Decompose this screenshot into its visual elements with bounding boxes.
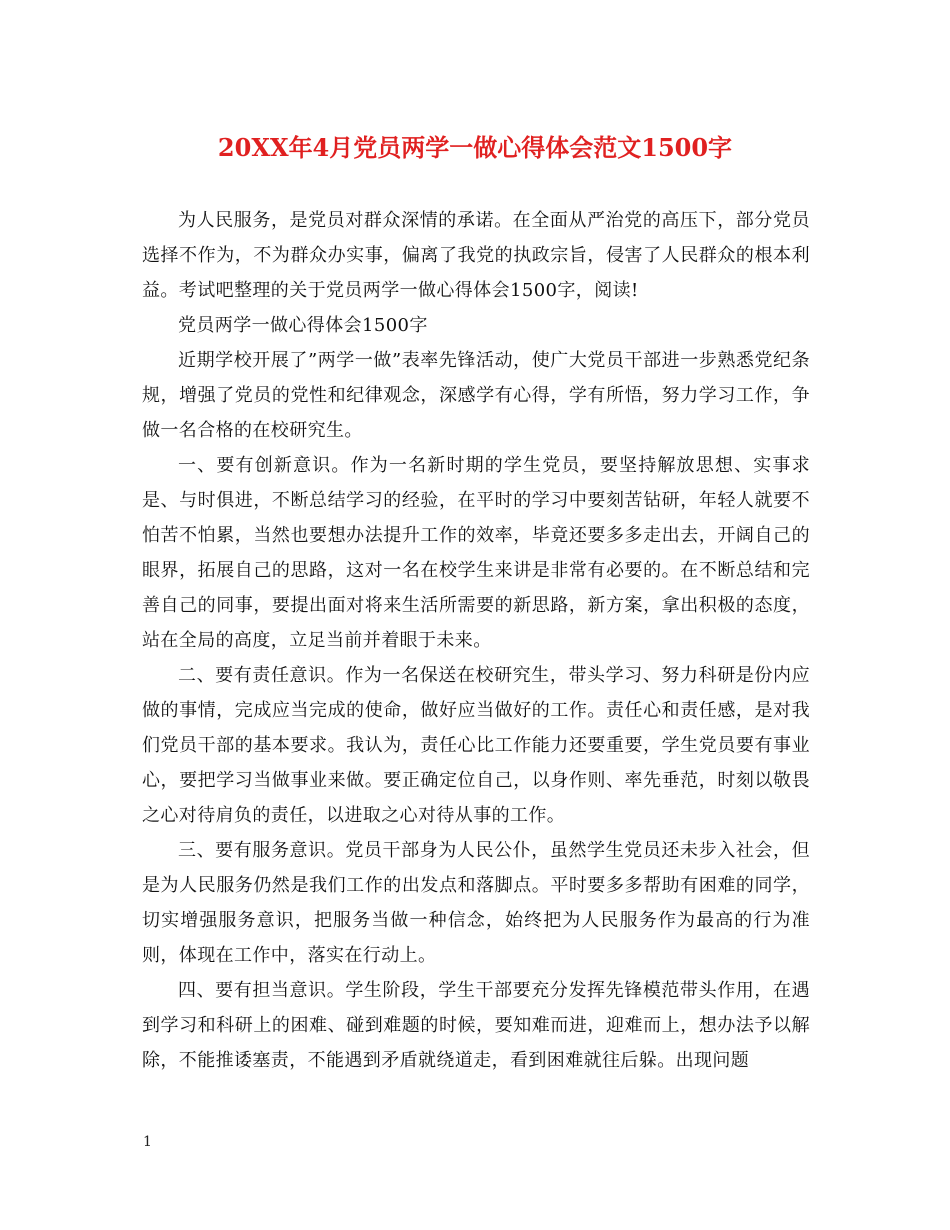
paragraph-innovation: 一、要有创新意识。作为一名新时期的学生党员，要坚持解放思想、实事求是、与时俱进，不断总结学习的经验，在平时的学习中要刻苦钻研，年轻人就要不怕苦不怕累，当然也要想办法提升工作的效率，毕竟还要多多走出去，开阔自己的眼界，拓展自己的思路，这对一名在校学生来讲是非常有必要的。在不断总结和完善自己的同事，要提出面对将来生活所需要的新思路，新方案，拿出积极的态度，站在全局的高度，立足当前并着眼于未来。 [142, 455, 810, 651]
document-title: 20XX年4月党员两学一做心得体会范文1500字 [217, 133, 733, 162]
paragraph-subheading: 党员两学一做心得体会1500字 [178, 315, 428, 336]
paragraph-service: 三、要有服务意识。党员干部身为人民公仆，虽然学生党员还未步入社会，但是为人民服务仍然是我们工作的出发点和落脚点。平时要多多帮助有困难的同学，切实增强服务意识，把服务当做一种信念，始终把为人民服务作为最高的行为准则，体现在工作中，落实在行动上。 [142, 840, 810, 966]
paragraph-commitment: 四、要有担当意识。学生阶段，学生干部要充分发挥先锋模范带头作用，在遇到学习和科研上的困难、碰到难题的时候，要知难而进，迎难而上，想办法予以解除，不能推诿塞责，不能遇到矛盾就绕道走，看到困难就往后躲。出现问题 [142, 980, 810, 1071]
paragraph-intro: 为人民服务，是党员对群众深情的承诺。在全面从严治党的高压下，部分党员选择不作为，不为群众办实事，偏离了我党的执政宗旨，侵害了人民群众的根本利益。考试吧整理的关于党员两学一做心得体会1500字，阅读! [142, 210, 810, 301]
page-number: 1 [143, 1134, 152, 1150]
document-body [142, 203, 810, 1078]
paragraph-responsibility: 二、要有责任意识。作为一名保送在校研究生，带头学习、努力科研是份内应做的事情，完成应当完成的使命，做好应当做好的工作。责任心和责任感，是对我们党员干部的基本要求。我认为，责任心比工作能力还要重要，学生党员要有事业心，要把学习当做事业来做。要正确定位自己，以身作则、率先垂范，时刻以敬畏之心对待肩负的责任，以进取之心对待从事的工作。 [142, 665, 810, 826]
paragraph-activity: 近期学校开展了”两学一做”表率先锋活动，使广大党员干部进一步熟悉党纪条规，增强了党员的党性和纪律观念，深感学有心得，学有所悟，努力学习工作，争做一名合格的在校研究生。 [142, 350, 810, 441]
